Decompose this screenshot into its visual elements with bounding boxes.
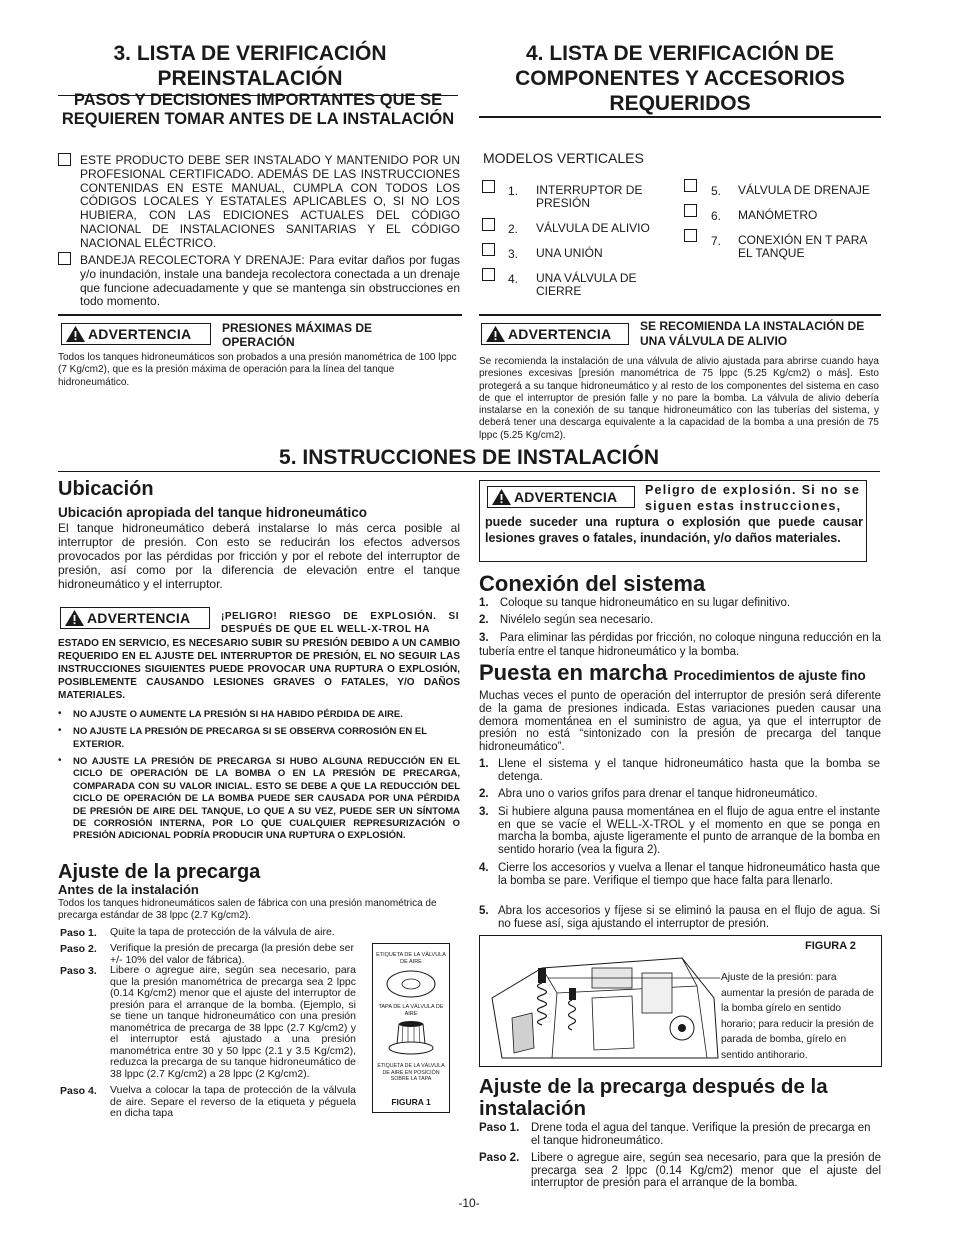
marcha-item-2-text: Abra uno o varios grifos para drenar el tanque hidroneumático.	[498, 788, 818, 800]
marcha-item-1-num: 1.	[479, 758, 489, 770]
warning-badge-1	[61, 323, 211, 345]
despues-step-1-label: Paso 1.	[479, 1122, 520, 1134]
comp-2-text: VÁLVULA DE ALIVIO	[536, 221, 650, 235]
warning-triangle-icon	[492, 489, 511, 505]
figure-2	[479, 935, 882, 1067]
marcha-heading-row	[479, 660, 866, 686]
despues-step-2-label: Paso 2.	[479, 1152, 520, 1164]
marcha-item-num: 3	[479, 806, 486, 818]
comp-5-num: 5.	[711, 184, 722, 198]
valve-label-disc-icon	[381, 969, 441, 999]
marcha-item-num: 2	[479, 788, 486, 800]
warning-2-heading: SE RECOMIENDA LA INSTALACIÓN DE UNA VÁLVULA DE ALIVIO	[640, 319, 865, 348]
precarga-step-3-text: Libere o agregue aire, según sea necesario, para que la presión manométrica de precarga sea 2 lppc (0.14 Kg/cm2) menor que el ajuste del interruptor de presión para el arranque de la bomba. (Ejemplo, si se tiene un tanque hidroneumático con una presión manométrica de precarga de 38 lppc (2.7 Kg/cm2) y el interruptor está ajustado a una presión manométrica entre 30 y 50 lppc (2.1 y 3.5 Kg/cm2), reduzca la precarga de su tanque hidroneumático de 38 lppc (2.7 Kg/cm2) a 28 lppc (2 Kg/cm2).	[110, 964, 356, 1080]
sec5-rule	[58, 471, 880, 472]
bullet-text: NO AJUSTE LA PRESIÓN DE PRECARGA SI SE OBSERVA CORROSIÓN EN EL EXTERIOR.	[73, 726, 427, 750]
figure-1	[372, 943, 450, 1113]
bullet-dot: •	[58, 708, 62, 719]
checkbox-comp-4[interactable]	[482, 268, 495, 281]
checkbox-sec3-1[interactable]	[58, 153, 71, 166]
marcha-text: Muchas veces el punto de operación del interruptor de presión será diferente de la gama de presiones indicada. Estas variaciones pueden causar una demora momentánea en el suministro de agua, ya que el interruptor de presión no está “sintonizado con la presión de precarga del tanque hidroneumático”.	[479, 690, 881, 754]
checkbox-sec3-2[interactable]	[58, 252, 71, 265]
warning-4-heading: Peligro de explosión. Si no se siguen estas instrucciones,	[645, 483, 860, 513]
comp-6-num: 6.	[711, 209, 722, 223]
sec4-bottom-rule	[479, 314, 881, 316]
conexion-item-dot: .	[485, 632, 489, 644]
checkbox-comp-3[interactable]	[482, 243, 495, 256]
conexion-heading: Conexión del sistema	[479, 571, 706, 596]
warning-3-bullet	[58, 708, 460, 725]
warning-badge-2	[481, 323, 629, 345]
marcha-item-5-text: Abra los accesorios y fíjese si se eliminó la pausa en el flujo de agua. Si no fuese así, siga ajustando el interruptor de presión.	[498, 905, 880, 930]
conexion-item-2	[479, 614, 881, 628]
despues-heading: Ajuste de la precarga después de la instalación	[479, 1075, 828, 1120]
warning-1-heading: PRESIONES MÁXIMAS DE OPERACIÓN	[222, 321, 373, 349]
warning-label: ADVERTENCIA	[514, 489, 618, 505]
precarga-step-2-label: Paso 2.	[60, 943, 97, 955]
pressure-switch-illustration-icon	[482, 938, 722, 1063]
checkbox-comp-2[interactable]	[482, 218, 495, 231]
precarga-subheading: Antes de la instalación	[58, 882, 199, 897]
figure-1-label-top: ETIQUETA DE LA VÁLVULA DE AIRE	[376, 952, 446, 965]
marcha-item-1-text: Llene el sistema y el tanque hidroneumático hasta que la bomba se detenga.	[498, 758, 880, 783]
figure-1-label-mid: TAPA DE LA VÁLVULA DE AIRE	[378, 1004, 444, 1017]
comp-3-num: 3.	[508, 247, 519, 261]
marcha-item-num: 4	[479, 862, 486, 874]
marcha-item-3-num: 3.	[479, 806, 489, 818]
comp-5-text: VÁLVULA DE DRENAJE	[738, 183, 870, 197]
models-label: MODELOS VERTICALES	[483, 150, 644, 166]
comp-3-text: UNA UNIÓN	[536, 246, 603, 260]
bullet-dot: •	[58, 755, 62, 766]
sec3-bottom-rule	[58, 314, 462, 316]
checkbox-comp-6[interactable]	[684, 204, 697, 217]
conexion-item-dot: .	[485, 614, 489, 626]
sec3-rule	[58, 95, 458, 96]
comp-4-text: UNA VÁLVULA DE CIERRE	[536, 271, 637, 298]
sec3-item-1: ESTE PRODUCTO DEBE SER INSTALADO Y MANTENIDO POR UN PROFESIONAL CERTIFICADO. ADEMÁS DE LAS INSTRUCCIONES CONTENIDAS EN ESTE MANUAL, CUMPLA CON TODOS LOS CÓDIGOS LOCALES Y ESTATALES APLICABLES O, SI NO LOS HUBIERA, CON LAS EDICIONES ACTUALES DEL CÓDIGO NACIONAL DE INSTALACIONES SANITARIAS Y EL CÓDIGO NACIONAL ELÉCTRICO.	[80, 153, 460, 250]
marcha-item-2-num: 2.	[479, 788, 489, 800]
warning-badge-4	[487, 486, 635, 508]
sec5-title: 5. INSTRUCCIONES DE INSTALACIÓN	[279, 446, 659, 469]
marcha-item-5-num: 5.	[479, 905, 489, 917]
comp-4-num: 4.	[508, 272, 519, 286]
precarga-step-4-label: Paso 4.	[60, 1085, 97, 1097]
figure-2-text: Ajuste de la presión: para aumentar la presión de parada de la bomba gírelo en sentido horario; para reducir la presión de parada de bomba, gírelo en sentido antihorario.	[721, 972, 874, 1061]
conexion-item-num: 2	[479, 614, 486, 626]
precarga-heading: Ajuste de la precarga	[58, 861, 261, 883]
warning-3-bullets	[58, 708, 460, 865]
figure-1-caption: FIGURA 1	[391, 1097, 431, 1107]
figure-1-label-bottom: ETIQUETA DE LA VÁLVULA DE AIRE EN POSICIÓN SOBRE LA TAPA	[377, 1063, 445, 1082]
bullet-text: NO AJUSTE LA PRESIÓN DE PRECARGA SI HUBO ALGUNA REDUCCIÓN EN EL CICLO DE OPERACIÓN DE LA BOMBA O EN LA PRESIÓN DE PRECARGA, COMPARADA CON SU VALOR INICIAL. ESTO SE DEBE A QUE LA REDUCCIÓN DEL CICLO DE OPERACIÓN DE LA BOMBA PUEDE SER CAUSADA POR UNA PÉRDIDA DE PRESIÓN DE AIRE DEL TANQUE, LO QUE A SU VEZ, PUEDE SER UN SÍNTOMA DE CORROSIÓN INTERNA, POR LO QUE CUALQUIER REPRESURIZACIÓN O PRESIÓN ADICIONAL PODRÍA PRODUCIR UNA RUPTURA O EXPLOSIÓN.	[73, 756, 460, 842]
conexion-item-1	[479, 597, 881, 611]
warning-triangle-icon	[486, 326, 505, 342]
checkbox-comp-5[interactable]	[684, 179, 697, 192]
warning-label: ADVERTENCIA	[87, 610, 191, 626]
comp-7-text: CONEXIÓN EN T PARA EL TANQUE	[738, 233, 867, 260]
sec4-rule	[479, 116, 881, 118]
checkbox-comp-7[interactable]	[684, 229, 697, 242]
warning-4-text: puede suceder una ruptura o explosión que puede causar lesiones graves o fatales, inundación, y/o daños materiales.	[485, 515, 863, 545]
conexion-item-text: Para eliminar las pérdidas por fricción, no coloque ninguna reducción en la tubería entre el tanque hidroneumático y la bomba.	[479, 632, 881, 658]
warning-3-text: ESTADO EN SERVICIO, ES NECESARIO SUBIR SU PRESIÓN DEBIDO A UN CAMBIO REQUERIDO EN EL AJUSTE DEL INTERRUPTOR DE PRESIÓN, EL NO SEGUIR LAS INSTRUCCIONES SIGUIENTES PUEDE PROVOCAR UNA RUPTURA O EXPLOSIÓN, POSIBLEMENTE CAUSANDO LESIONES GRAVES O FATALES, Y/O DAÑOS MATERIALES.	[58, 638, 460, 701]
comp-7-num: 7.	[711, 234, 722, 248]
conexion-item-text: Nivélelo según sea necesario.	[499, 614, 654, 626]
despues-step-1-text: Drene toda el agua del tanque. Verifique la presión de precarga en el tanque hidroneumático.	[531, 1122, 871, 1147]
warning-triangle-icon	[66, 326, 85, 342]
comp-1-text: INTERRUPTOR DE PRESIÓN	[536, 183, 643, 210]
ubicacion-text: El tanque hidroneumático deberá instalarse lo más cerca posible al interruptor de presión. Con esto se reducirán los efectos adversos provocados por las pérdidas por fricción y por el rebote del interruptor de presión, así como por la diferencia de elevación entre el tanque hidroneumático y el interruptor.	[58, 521, 460, 591]
warning-label: ADVERTENCIA	[508, 326, 612, 342]
warning-2-text: Se recomienda la instalación de una válvula de alivio ajustada para abrirse cuando haya presiones excesivas [presión manométrica de 75 lppc (5.25 Kg/cm2) o más]. Esto protegerá a su tanque hidroneumático y al resto de los componentes del sistema en caso de que el interruptor de presión falle y no pare la bomba. La válvula de alivio debería instalarse en la conexión de su tanque hidroneumático con las tuberías del sistema, y deberá tener una descarga equivalente a la capacidad de la bomba a una presión de 75 lppc (5.25 Kg/cm2).	[479, 356, 879, 441]
marcha-item-4-text: Cierre los accesorios y vuelva a llenar el tanque hidroneumático hasta que la bomba se pare. Verifique el tiempo que hace falta para llenarlo.	[498, 862, 880, 887]
warning-triangle-icon	[65, 610, 84, 626]
warning-badge-3	[60, 607, 210, 629]
warning-1-text: Todos los tanques hidroneumáticos son probados a una presión manométrica de 100 lppc (7 Kg/cm2), que es la presión máxima de operación para la línea del tanque hidroneumático.	[58, 352, 457, 388]
marcha-item-num: 5	[479, 905, 486, 917]
despues-step-2-text: Libere o agregue aire, según sea necesario, para que la presión de precarga sea 2 lppc (0.14 Kg/cm2) menor que el ajuste del interruptor de presión para el arranque de la bomba.	[531, 1152, 881, 1190]
bullet-dot: •	[58, 725, 62, 736]
sec3-subtitle: PASOS Y DECISIONES IMPORTANTES QUE SE REQUIEREN TOMAR ANTES DE LA INSTALACIÓN	[61, 91, 455, 128]
page-number: -10-	[458, 1196, 480, 1210]
precarga-step-2-text: Verifique la presión de precarga (la presión debe ser +/- 10% del valor de fábrica).	[110, 942, 354, 966]
conexion-item-text: Coloque su tanque hidroneumático en su lugar definitivo.	[499, 597, 791, 609]
sec3-item-2: BANDEJA RECOLECTORA Y DRENAJE: Para evitar daños por fugas y/o inundación, instale una bandeja recolectora conectada a un drenaje que funcione adecuadamente y que se mantenga sin obstrucciones en todo momento.	[80, 253, 460, 309]
precarga-step-1-label: Paso 1.	[60, 927, 97, 939]
warning-3-bullet	[58, 725, 460, 755]
comp-2-num: 2.	[508, 222, 519, 236]
valve-cap-icon	[381, 1018, 441, 1058]
conexion-item-dot: .	[485, 597, 489, 609]
sec4-title: 4. LISTA DE VERIFICACIÓN DE COMPONENTES Y ACCESORIOS REQUERIDOS	[515, 42, 845, 115]
comp-6-text: MANÓMETRO	[738, 208, 818, 222]
conexion-item-num: 3	[479, 632, 486, 644]
warning-3-bullet	[58, 755, 460, 865]
precarga-step-4-text: Vuelva a colocar la tapa de protección de la válvula de aire. Separe el reverso de la etiqueta y péguela en dicha tapa	[110, 1084, 356, 1119]
precarga-step-1-text: Quite la tapa de protección de la válvula de aire.	[110, 926, 335, 938]
precarga-text: Todos los tanques hidroneumáticos salen de fábrica con una presión manométrica de precarga estándar de 38 lppc (2.7 Kg/cm2).	[58, 898, 437, 921]
precarga-step-3-label: Paso 3.	[60, 965, 97, 977]
sec3-title: 3. LISTA DE VERIFICACIÓN PREINSTALACIÓN	[113, 42, 387, 90]
ubicacion-heading: Ubicación	[58, 478, 154, 500]
marcha-heading-small: Procedimientos de ajuste fino	[673, 668, 866, 683]
figure-2-caption: FIGURA 2	[805, 940, 856, 952]
warning-label: ADVERTENCIA	[88, 326, 192, 342]
checkbox-comp-1[interactable]	[482, 180, 495, 193]
marcha-item-num: 1	[479, 758, 486, 770]
conexion-item-3	[479, 632, 881, 659]
marcha-heading: Puesta en marcha	[479, 660, 668, 685]
bullet-text: NO AJUSTE O AUMENTE LA PRESIÓN SI HA HABIDO PÉRDIDA DE AIRE.	[73, 709, 403, 720]
ubicacion-subheading: Ubicación apropiada del tanque hidroneumático	[58, 505, 368, 520]
marcha-item-4-num: 4.	[479, 862, 489, 874]
comp-1-num: 1.	[508, 184, 519, 198]
conexion-item-num: 1	[479, 597, 486, 609]
warning-3-heading: ¡PELIGRO! RIESGO DE EXPLOSIÓN. SI DESPUÉS DE QUE EL WELL-X-TROL HA	[221, 611, 459, 635]
marcha-item-3-text: Si hubiere alguna pausa momentánea en el flujo de agua entre el instante en que se vacíe el WELL-X-TROL y el momento en que se ponga en marcha la bomba, ajuste ligeramente el punto de arranque de la bomba en sentido horario (vea la figura 2).	[498, 806, 880, 856]
